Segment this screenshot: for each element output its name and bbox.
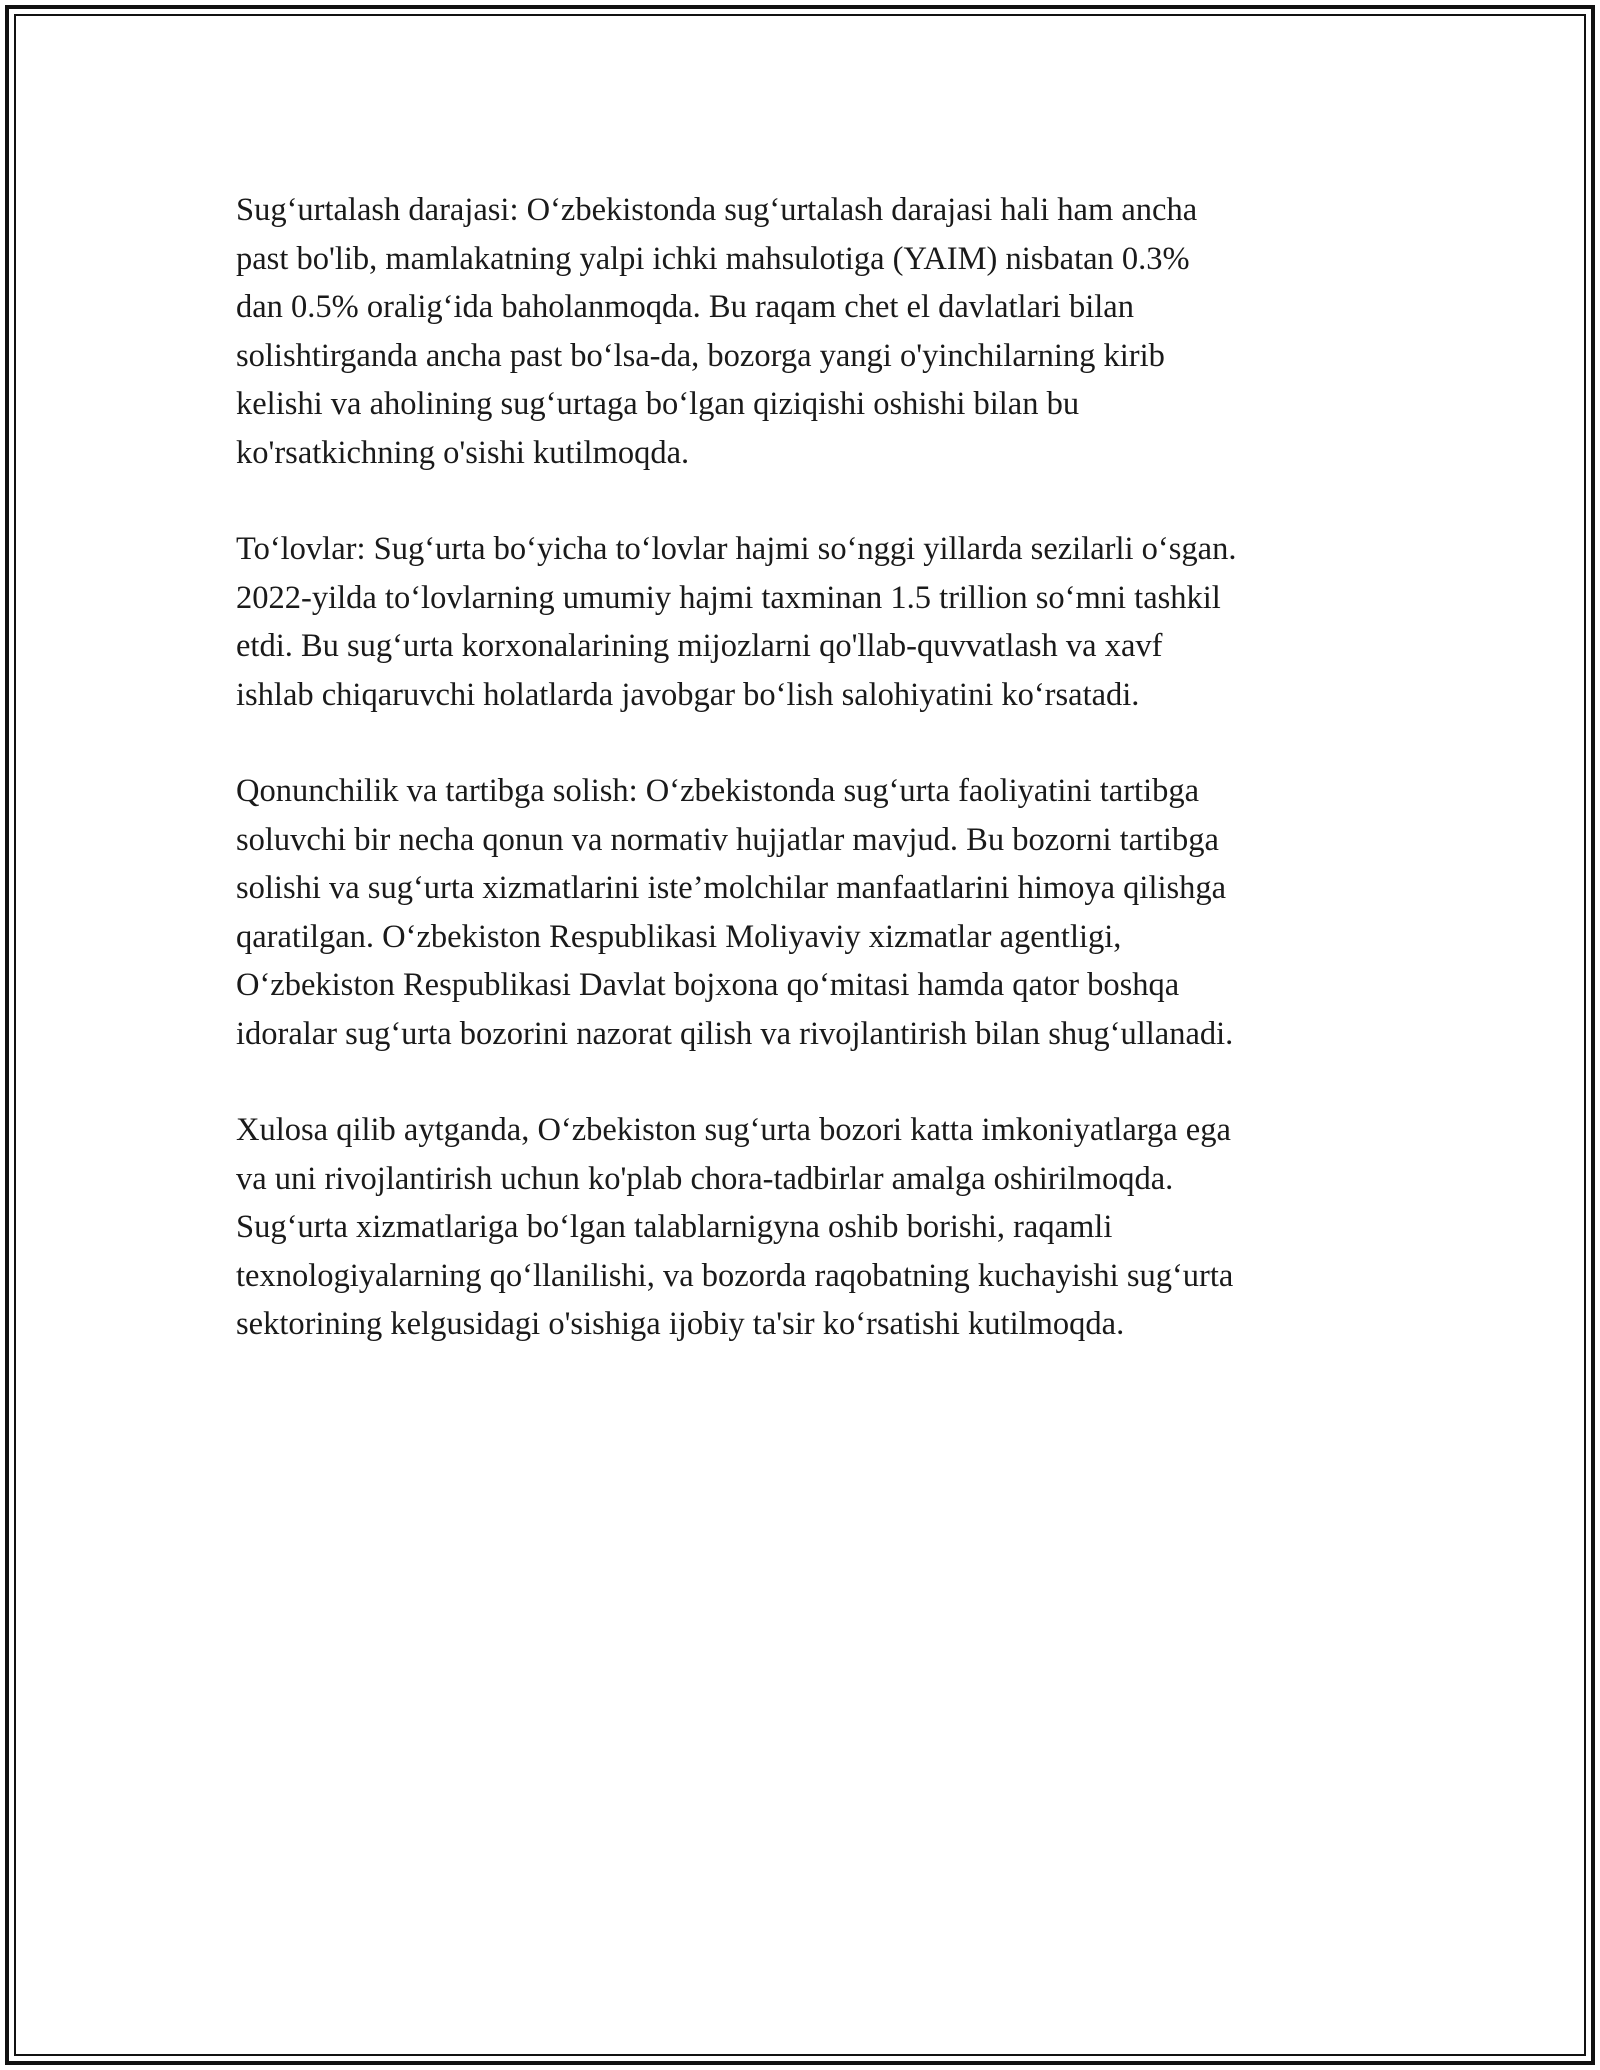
paragraph-insurance-level: Sug‘urtalash darajasi: O‘zbekistonda sug‘urtalash darajasi hali ham ancha past bo'lib, mamlakatning yalpi ichki mahsulotiga (YAIM) nisbatan 0.3% dan 0.5% oralig‘ida baholanmoqda. Bu raqam chet el davlatlari bilan solishtirganda ancha past bo‘lsa-da, bozorga yangi o'yinchilarning kirib kelishi va aholining sug‘urtaga bo‘lgan qiziqishi oshishi bilan bu ko'rsatkichning o'sishi kutilmoqda. (236, 192, 1198, 471)
paragraph-legislation: Qonunchilik va tartibga solish: O‘zbekistonda sug‘urta faoliyatini tartibga soluvchi bir necha qonun va normativ hujjatlar mavjud. Bu bozorni tartibga solishi va sug‘urta xizmatlarini iste’molchilar manfaatlarini himoya qilishga qaratilgan. O‘zbekiston Respublikasi Moliyaviy xizmatlar agentligi, O‘zbekiston Respublikasi Davlat bojxona qo‘mitasi hamda qator boshqa idoralar sug‘urta bozorini nazorat qilish va rivojlantirish bilan shug‘ullanadi. (236, 773, 1234, 1052)
paragraph-payments: To‘lovlar: Sug‘urta bo‘yicha to‘lovlar hajmi so‘nggi yillarda sezilarli o‘sgan. 2022-yilda to‘lovlarning umumiy hajmi taxminan 1.5 trillion so‘mni tashkil etdi. Bu sug‘urta korxonalarining mijozlarni qo'llab-quvvatlash va xavf ishlab chiqaruvchi holatlarda javobgar bo‘lish salohiyatini ko‘rsatadi. (236, 531, 1237, 713)
paragraph-conclusion: Xulosa qilib aytganda, O‘zbekiston sug‘urta bozori katta imkoniyatlarga ega va uni rivojlantirish uchun ko'plab chora-tadbirlar amalga oshirilmoqda. Sug‘urta xizmatlariga bo‘lgan talablarnigyna oshib borishi, raqamli texnologiyalarning qo‘llanilishi, va bozorda raqobatning kuchayishi sug‘urta sektorining kelgusidagi o'sishiga ijobiy ta'sir ko‘rsatishi kutilmoqda. (236, 1112, 1234, 1342)
document-body (236, 186, 1416, 1397)
